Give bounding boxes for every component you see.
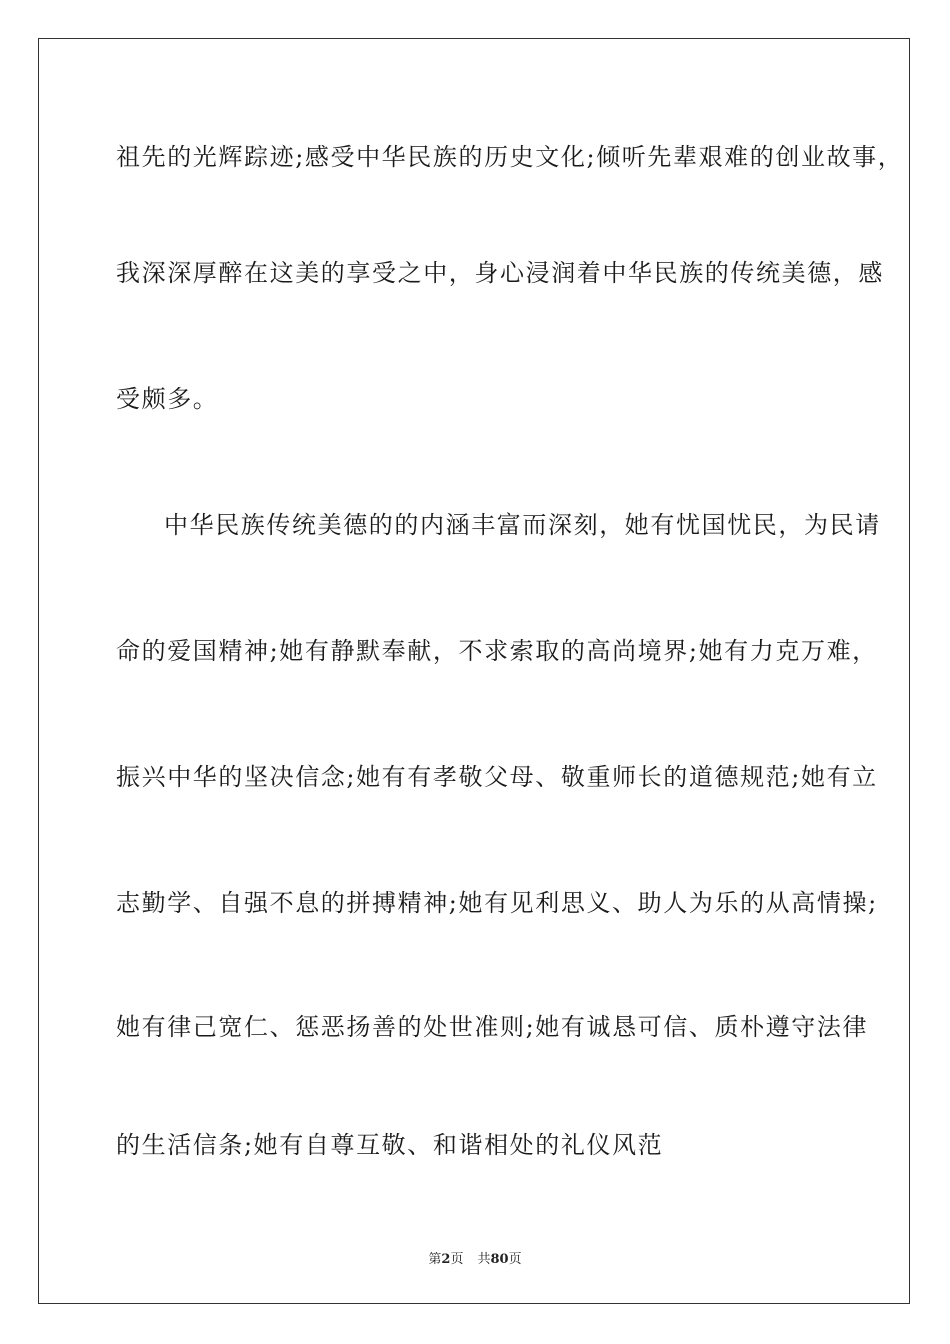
footer-total-pages: 80 bbox=[490, 1252, 509, 1267]
text-line-1: 祖先的光辉踪迹;感受中华民族的历史文化;倾听先辈艰难的创业故事， bbox=[116, 143, 904, 171]
footer-page-number: 2 bbox=[441, 1252, 451, 1267]
footer-total-prefix: 共 bbox=[477, 1252, 491, 1267]
paragraph-2-line-5: 她有律己宽仁、惩恶扬善的处世准则;她有诚恳可信、质朴遵守法律 bbox=[116, 1013, 869, 1041]
footer-prefix: 第 bbox=[428, 1252, 442, 1267]
footer-page-suffix: 页 bbox=[450, 1252, 464, 1267]
text-line-2: 我深深厚醉在这美的享受之中，身心浸润着中华民族的传统美德，感 bbox=[116, 259, 884, 287]
paragraph-2-line-2: 命的爱国精神;她有静默奉献，不求索取的高尚境界;她有力克万难， bbox=[116, 637, 878, 665]
text-line-3: 受颇多。 bbox=[116, 385, 219, 413]
paragraph-2-line-1: 中华民族传统美德的的内涵丰富而深刻，她有忧国忧民，为民请 bbox=[164, 511, 881, 539]
paragraph-2-line-6: 的生活信条;她有自尊互敬、和谐相处的礼仪风范 bbox=[116, 1131, 664, 1159]
page-footer bbox=[0, 1248, 950, 1267]
footer-total-suffix: 页 bbox=[508, 1252, 522, 1267]
page-border bbox=[38, 38, 910, 1304]
paragraph-2-line-3: 振兴中华的坚决信念;她有有孝敬父母、敬重师长的道德规范;她有立 bbox=[116, 763, 878, 791]
paragraph-2-line-4: 志勤学、自强不息的拼搏精神;她有见利思义、助人为乐的从高情操; bbox=[116, 889, 878, 917]
